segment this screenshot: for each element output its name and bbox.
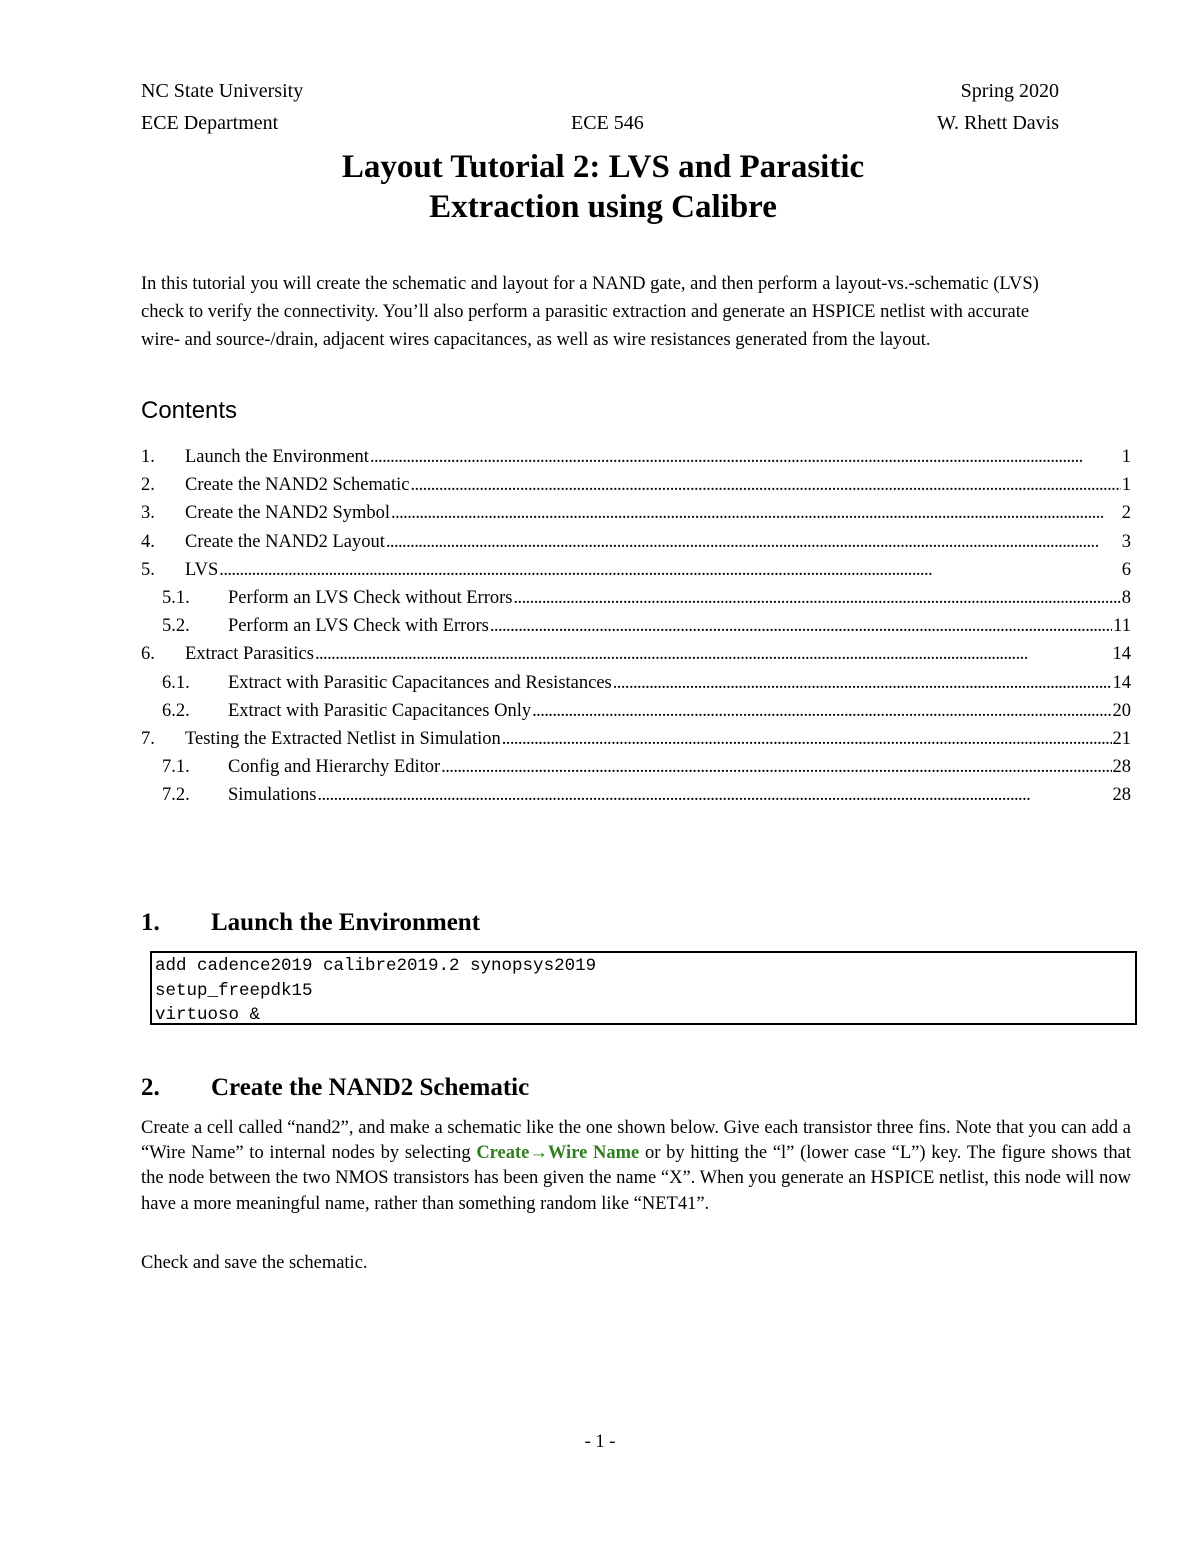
table-of-contents	[141, 443, 1131, 809]
header-author: W. Rhett Davis	[936, 112, 1059, 134]
toc-dot-leader	[370, 443, 1121, 471]
toc-title: Extract Parasitics	[185, 644, 314, 665]
toc-title: Perform an LVS Check without Errors	[228, 587, 513, 608]
toc-number: 7.2.	[162, 785, 190, 806]
toc-number: 6.2.	[162, 700, 190, 721]
toc-dot-leader	[315, 640, 1112, 668]
toc-entry-launch-environment[interactable]	[141, 443, 1131, 471]
paragraph-text: or by hitting the “l” (lower case “L”) key. The figure shows that the node between the two NMOS transistors has been given the name “X”. When you generate an HSPICE netlist, this node will now have a more meaningful name, rather than something random like “NET41”.	[141, 1143, 1131, 1214]
toc-number: 7.1.	[162, 757, 190, 778]
toc-dot-leader	[613, 669, 1112, 697]
toc-entry-testing-extracted-netlist[interactable]	[141, 725, 1131, 753]
toc-page-number: 21	[1112, 728, 1131, 749]
toc-page-number: 6	[1121, 559, 1131, 580]
header-term: Spring 2020	[960, 80, 1059, 102]
section-1-title: Launch the Environment	[211, 909, 481, 936]
toc-dot-leader	[386, 528, 1121, 556]
toc-entry-lvs[interactable]	[141, 556, 1131, 584]
document-title-line-2: Extraction using Calibre	[429, 189, 777, 225]
toc-dot-leader	[513, 584, 1120, 612]
section-2-paragraph-1	[141, 1116, 1131, 1217]
toc-number: 7.	[141, 728, 155, 749]
toc-entry-extract-cap-and-res[interactable]	[141, 669, 1131, 697]
toc-page-number: 3	[1121, 531, 1131, 552]
toc-page-number: 20	[1112, 700, 1131, 721]
toc-title: Perform an LVS Check with Errors	[228, 616, 489, 637]
toc-title: LVS	[185, 559, 219, 580]
intro-paragraph: In this tutorial you will create the schematic and layout for a NAND gate, and then perform a layout-vs.-schematic (LVS) check to verify the connectivity. You’ll also perform a parasitic extraction and generate an HSPICE netlist with accurate wire- and source-/drain, adjacent wires capacitances, as well as wire resistances generated from the layout.	[141, 274, 1039, 351]
toc-dot-leader	[317, 781, 1111, 809]
page-number-footer: - 1 -	[584, 1432, 616, 1452]
toc-number: 5.1.	[162, 587, 190, 608]
toc-dot-leader	[391, 499, 1121, 527]
toc-dot-leader	[411, 471, 1121, 499]
code-line: setup_freepdk15	[155, 980, 313, 1001]
header-course: ECE 546	[571, 112, 644, 134]
toc-page-number: 8	[1121, 587, 1131, 608]
toc-title: Extract with Parasitic Capacitances Only	[228, 700, 532, 721]
toc-number: 2.	[141, 475, 155, 496]
code-line: add cadence2019 calibre2019.2 synopsys2019	[155, 956, 597, 976]
section-2-paragraph-2: Check and save the schematic.	[141, 1253, 368, 1273]
toc-title: Create the NAND2 Schematic	[185, 475, 410, 496]
toc-number: 6.1.	[162, 672, 190, 693]
toc-entry-nand2-symbol[interactable]	[141, 499, 1131, 527]
header-department: ECE Department	[141, 112, 279, 134]
toc-page-number: 28	[1112, 785, 1131, 806]
toc-dot-leader	[441, 753, 1111, 781]
toc-page-number: 11	[1113, 616, 1131, 637]
command-code-box	[150, 951, 1137, 1025]
toc-entry-simulations[interactable]	[141, 781, 1131, 809]
toc-page-number: 28	[1112, 757, 1131, 778]
contents-heading: Contents	[141, 397, 238, 424]
header-university: NC State University	[141, 80, 304, 102]
toc-entry-lvs-with-errors[interactable]	[141, 612, 1131, 640]
toc-title: Testing the Extracted Netlist in Simulation	[185, 728, 501, 749]
section-1-heading	[141, 908, 480, 938]
toc-number: 5.	[141, 559, 155, 580]
toc-entry-extract-parasitics[interactable]	[141, 640, 1131, 668]
section-2-number: 2.	[141, 1074, 160, 1101]
toc-title: Config and Hierarchy Editor	[228, 757, 441, 778]
toc-dot-leader	[532, 697, 1111, 725]
paragraph-text: Create a cell called “nand2”, and make a schematic like the one shown below. Give each transistor three fins. Note that you can add a “Wire Name” to internal nodes by selecting	[141, 1118, 1131, 1164]
toc-entry-lvs-without-errors[interactable]	[141, 584, 1131, 612]
toc-title: Simulations	[228, 785, 317, 806]
toc-page-number: 1	[1121, 447, 1131, 467]
toc-page-number: 14	[1112, 644, 1131, 665]
toc-title: Create the NAND2 Layout	[185, 531, 385, 552]
section-2-title: Create the NAND2 Schematic	[211, 1074, 530, 1101]
toc-number: 5.2.	[162, 616, 190, 637]
section-1-number: 1.	[141, 909, 160, 936]
menu-path-create-wire-name: Create→Wire Name	[476, 1143, 640, 1164]
toc-number: 4.	[141, 531, 155, 552]
toc-entry-nand2-schematic[interactable]	[141, 471, 1131, 499]
toc-title: Launch the Environment	[185, 447, 369, 467]
toc-title: Create the NAND2 Symbol	[185, 503, 391, 524]
toc-page-number: 14	[1112, 672, 1131, 693]
document-title-line-1: Layout Tutorial 2: LVS and Parasitic	[341, 149, 865, 185]
toc-title: Extract with Parasitic Capacitances and Resistances	[228, 672, 612, 693]
toc-number: 6.	[141, 644, 155, 665]
code-line: virtuoso &	[155, 1005, 261, 1025]
toc-dot-leader	[219, 556, 1120, 584]
toc-entry-nand2-layout[interactable]	[141, 528, 1131, 556]
toc-number: 3.	[141, 503, 155, 524]
toc-page-number: 2	[1121, 503, 1131, 524]
toc-entry-extract-cap-only[interactable]	[141, 697, 1131, 725]
section-2-heading	[141, 1073, 529, 1103]
toc-number: 1.	[141, 447, 155, 467]
toc-dot-leader	[490, 612, 1112, 640]
toc-page-number: 1	[1121, 475, 1131, 496]
toc-dot-leader	[502, 725, 1112, 753]
toc-entry-config-hierarchy-editor[interactable]	[141, 753, 1131, 781]
